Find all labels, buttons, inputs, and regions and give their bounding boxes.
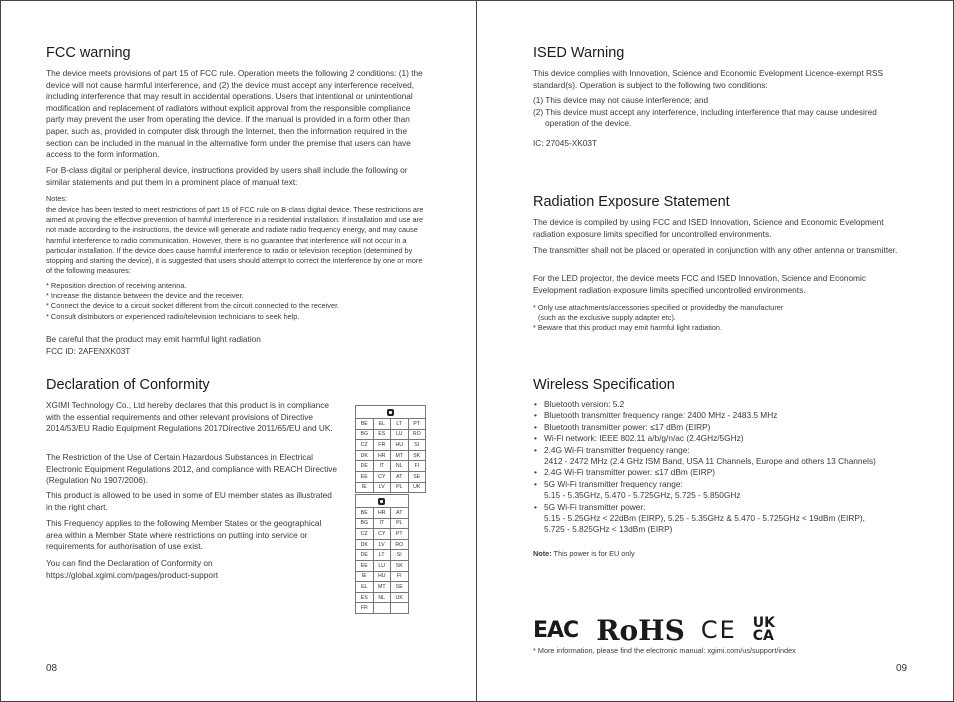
table-cell: MT bbox=[373, 582, 391, 593]
fcc-warning-heading: FCC warning bbox=[46, 45, 131, 61]
table-cell: LV bbox=[373, 539, 391, 550]
table-cell: CY bbox=[373, 529, 391, 540]
list-item: • 5G Wi-Fi transmitter frequency range: 5.15 - 5.35GHz, 5.470 - 5.725GHz, 5.725 - 5.850GHz bbox=[533, 479, 913, 502]
more-info-note: * More information, please find the electronic manual: xgimi.com/us/support/index bbox=[533, 646, 796, 655]
table-row bbox=[356, 539, 409, 550]
table-cell: EL bbox=[356, 582, 374, 593]
table-cell: SK bbox=[408, 450, 426, 461]
ised-warning-heading: ISED Warning bbox=[533, 45, 625, 61]
table-cell: EE bbox=[356, 471, 374, 482]
table-cell: EE bbox=[356, 560, 374, 571]
radiation-paragraph-1: The device is compiled by using FCC and ISED Innovation, Science and Economic Evelopment radiation exposure limits specified for uncontrolled environments. bbox=[533, 217, 884, 239]
radiation-heading: Radiation Exposure Statement bbox=[533, 194, 730, 210]
table-cell: DE bbox=[356, 461, 374, 472]
radiation-note-1: * Only use attachments/accessories specified or providedby the manufacturer bbox=[533, 303, 784, 312]
table-cell: DK bbox=[356, 450, 374, 461]
table-cell: LU bbox=[391, 429, 409, 440]
table-cell: EL bbox=[373, 419, 391, 430]
certification-marks bbox=[533, 614, 775, 646]
table-cell: HR bbox=[373, 450, 391, 461]
table-row bbox=[356, 550, 409, 561]
declaration-heading: Declaration of Conformity bbox=[46, 377, 210, 393]
table-cell: HU bbox=[391, 440, 409, 451]
table-cell: PT bbox=[391, 529, 409, 540]
list-item: * Reposition direction of receiving antenna. bbox=[46, 281, 187, 290]
table-cell: LU bbox=[373, 560, 391, 571]
ised-paragraph: This device complies with Innovation, Science and Economic Evelopment Licence-exempt RSS standard(s). Operation is subject to the following two conditions: bbox=[533, 68, 884, 90]
table-cell: DK bbox=[356, 539, 374, 550]
page-number-right: 09 bbox=[896, 663, 908, 674]
table-cell: ES bbox=[356, 592, 374, 603]
table-cell: HU bbox=[373, 571, 391, 582]
wireless-note: Note: This power is for EU only bbox=[533, 549, 635, 558]
fcc-paragraph-2: For B-class digital or peripheral device, instructions provided by users shall include the following or similar statements and put them in a prominent place of manual text: bbox=[46, 165, 408, 187]
fcc-notes-label: Notes: bbox=[46, 194, 68, 203]
ic-number: IC: 27045-XK03T bbox=[533, 138, 598, 148]
table-cell: FI bbox=[408, 461, 426, 472]
table-cell: CY bbox=[373, 471, 391, 482]
table-cell: CZ bbox=[356, 440, 374, 451]
member-states-table-2 bbox=[355, 494, 409, 614]
table-row bbox=[356, 419, 426, 430]
table-cell: SE bbox=[391, 582, 409, 593]
list-item: • 5G Wi-Fi transmitter power: 5.15 - 5.25GHz < 22dBm (EIRP), 5.25 - 5.35GHz & 5.470 - 5.725GHz < 19dBm (EIRP), 5.725 - 5.825GHz < 13dBm (EIRP) bbox=[533, 502, 913, 536]
table-row bbox=[356, 440, 426, 451]
table-cell: IE bbox=[356, 571, 374, 582]
declaration-paragraph-2: The Restriction of the Use of Certain Hazardous Substances in Electrical Electronic Equipment Regulations 2012, and compliance with REACH Directive (Regulation No 1907/2006). bbox=[46, 452, 337, 486]
table-cell: FR bbox=[356, 603, 374, 614]
radiation-paragraph-2: The transmitter shall not be placed or operated in conjunction with any other antenna or transmitter. bbox=[533, 245, 898, 255]
table-row bbox=[356, 560, 409, 571]
radiation-note-2: * Beware that this product may emit harmful light radiation. bbox=[533, 323, 722, 332]
ised-conditions-list bbox=[533, 95, 905, 130]
declaration-paragraph-4: This Frequency applies to the following Member States or the geographical area within a Member State where restrictions on putting into service or requirements for authorisation of use exist. bbox=[46, 518, 322, 552]
table-row bbox=[356, 571, 409, 582]
member-states-table-1 bbox=[355, 405, 426, 493]
list-item: • Wi-Fi network: IEEE 802.11 a/b/g/n/ac (2.4GHz/5GHz) bbox=[533, 433, 913, 444]
rohs-mark-icon: RoHS bbox=[596, 613, 685, 647]
table-row bbox=[356, 482, 426, 493]
table-row bbox=[356, 461, 426, 472]
fcc-notes-text: the device has been tested to meet restrictions of part 15 of FCC rule on B-class digital device. These restrictions are aimed at proving the effective prevention of harmful interference in a residential installation. If installation and use are not made according to the instructions, the device will generate and radiate radio frequency energy, and may cause harmful interference to radio communication. However, there is no guarantee that interference will not occur in a particular installation. If the device does cause harmful interference to radio or television reception (determined by stopping and starting the device), it is suggested that users should attempt to correct the interference by one or more of the following measures: bbox=[46, 205, 424, 276]
table-row bbox=[356, 529, 409, 540]
table-cell: UK bbox=[391, 592, 409, 603]
table-cell: ES bbox=[373, 429, 391, 440]
eac-mark-icon: EAC bbox=[533, 617, 579, 643]
list-item: (1) This device may not cause interference; and bbox=[533, 95, 709, 105]
table-cell bbox=[373, 603, 391, 614]
declaration-link-label: You can find the Declaration of Conformity on bbox=[46, 558, 213, 568]
table-cell: BE bbox=[356, 508, 374, 519]
table-cell: HR bbox=[373, 508, 391, 519]
table-cell: SI bbox=[391, 550, 409, 561]
wireless-spec-list bbox=[533, 399, 913, 536]
table-cell: DE bbox=[356, 550, 374, 561]
table-cell: PL bbox=[391, 482, 409, 493]
page-number-left: 08 bbox=[46, 663, 58, 674]
wireless-heading: Wireless Specification bbox=[533, 377, 675, 393]
list-item: • 2.4G Wi-Fi transmitter frequency range: 2412 - 2472 MHz (2.4 GHz ISM Band, USA 11 Channels, Europe and others 13 Channels) bbox=[533, 445, 913, 468]
fcc-measures-list bbox=[46, 281, 436, 322]
ce-mark-icon: CE bbox=[700, 616, 737, 644]
table-cell: PL bbox=[391, 518, 409, 529]
list-item: • 2.4G Wi-Fi transmitter power: ≤17 dBm (EIRP) bbox=[533, 467, 913, 478]
list-item: • Bluetooth transmitter frequency range: 2400 MHz - 2483.5 MHz bbox=[533, 410, 913, 421]
table-cell: RO bbox=[408, 429, 426, 440]
table-cell: PT bbox=[408, 419, 426, 430]
table-cell: IE bbox=[356, 482, 374, 493]
flag-icon-cell bbox=[356, 406, 426, 419]
table-cell: BE bbox=[356, 419, 374, 430]
table-cell: UK bbox=[408, 482, 426, 493]
table-row bbox=[356, 518, 409, 529]
table-cell: LT bbox=[373, 550, 391, 561]
declaration-paragraph-3: This product is allowed to be used in some of EU member states as illustrated in the right chart. bbox=[46, 490, 332, 512]
harmful-light-notice: Be careful that the product may emit harmful light radiation bbox=[46, 334, 261, 344]
table-cell: BG bbox=[356, 429, 374, 440]
table-row bbox=[356, 603, 409, 614]
left-page bbox=[0, 0, 476, 702]
table-cell: NL bbox=[391, 461, 409, 472]
table-cell: IT bbox=[373, 461, 391, 472]
table-cell: AT bbox=[391, 508, 409, 519]
list-item: * Consult distributors or experienced radio/television technicians to seek help. bbox=[46, 311, 300, 321]
table-cell: LT bbox=[391, 419, 409, 430]
declaration-paragraph-1: XGIMI Technology Co., Ltd hereby declares that this product is in compliance with the essential requirements and other relevant provisions of Directive 2014/53/EU Radio Equipment Regulations 2017Directive 2011/65/EU and UK. bbox=[46, 400, 333, 434]
table-row bbox=[356, 582, 409, 593]
table-cell: NL bbox=[373, 592, 391, 603]
table-cell: SE bbox=[408, 471, 426, 482]
table-cell: RO bbox=[391, 539, 409, 550]
table-cell: SK bbox=[391, 560, 409, 571]
table-cell: MT bbox=[391, 450, 409, 461]
table-row bbox=[356, 429, 426, 440]
radiation-paragraph-3: For the LED projector, the device meets FCC and ISED Innovation, Science and Economic Evelopment radiation exposure limits specified uncontrolled environments. bbox=[533, 273, 866, 295]
table-cell: IT bbox=[373, 518, 391, 529]
table-row bbox=[356, 471, 426, 482]
ukca-mark-icon: UK CA bbox=[752, 615, 775, 644]
table-cell bbox=[391, 603, 409, 614]
table-cell: CZ bbox=[356, 529, 374, 540]
table-cell: SI bbox=[408, 440, 426, 451]
list-item: * Increase the distance between the device and the receiver. bbox=[46, 291, 244, 301]
radio-equipment-icon bbox=[387, 409, 394, 416]
fcc-id: FCC ID: 2AFENXK03T bbox=[46, 346, 131, 356]
list-item: • Bluetooth transmitter power: ≤17 dBm (EIRP) bbox=[533, 422, 913, 433]
table-row bbox=[356, 450, 426, 461]
table-cell: LV bbox=[373, 482, 391, 493]
table-cell: FI bbox=[391, 571, 409, 582]
table-row bbox=[356, 592, 409, 603]
declaration-link: https://global.xgimi.com/pages/product-support bbox=[46, 570, 219, 580]
table-row bbox=[356, 508, 409, 519]
list-item: * Connect the device to a circuit socket different from the circuit connected to the receiver. bbox=[46, 301, 340, 311]
right-page bbox=[477, 0, 954, 702]
list-item: (2) This device must accept any interference, including interference that may cause undesired operation of the device. bbox=[533, 106, 877, 129]
table-cell: FR bbox=[373, 440, 391, 451]
table-cell: AT bbox=[391, 471, 409, 482]
radiation-note-1-cont: (such as the exclusive supply adapter etc). bbox=[538, 313, 676, 322]
radio-equipment-icon bbox=[378, 498, 385, 505]
table-cell: BG bbox=[356, 518, 374, 529]
list-item: • Bluetooth version: 5.2 bbox=[533, 399, 913, 410]
fcc-paragraph-1: The device meets provisions of part 15 of FCC rule. Operation meets the following 2 conditions: (1) the device will not cause harmful interference, and (2) the device must accept any interference received, including interference that may result in accidental operations. Users that intentional or unintentional modification and replacement of radiators without explicit approval from the responsible compliance party may prevent the user from operating the device. If the manual is provided in a form other than paper, such as, provided in computer disk through the Internet, then the information required in the section can be included in the manual in the alternative form under the premise that users can have access to the form information. bbox=[46, 68, 423, 160]
flag-icon-cell bbox=[356, 495, 409, 508]
